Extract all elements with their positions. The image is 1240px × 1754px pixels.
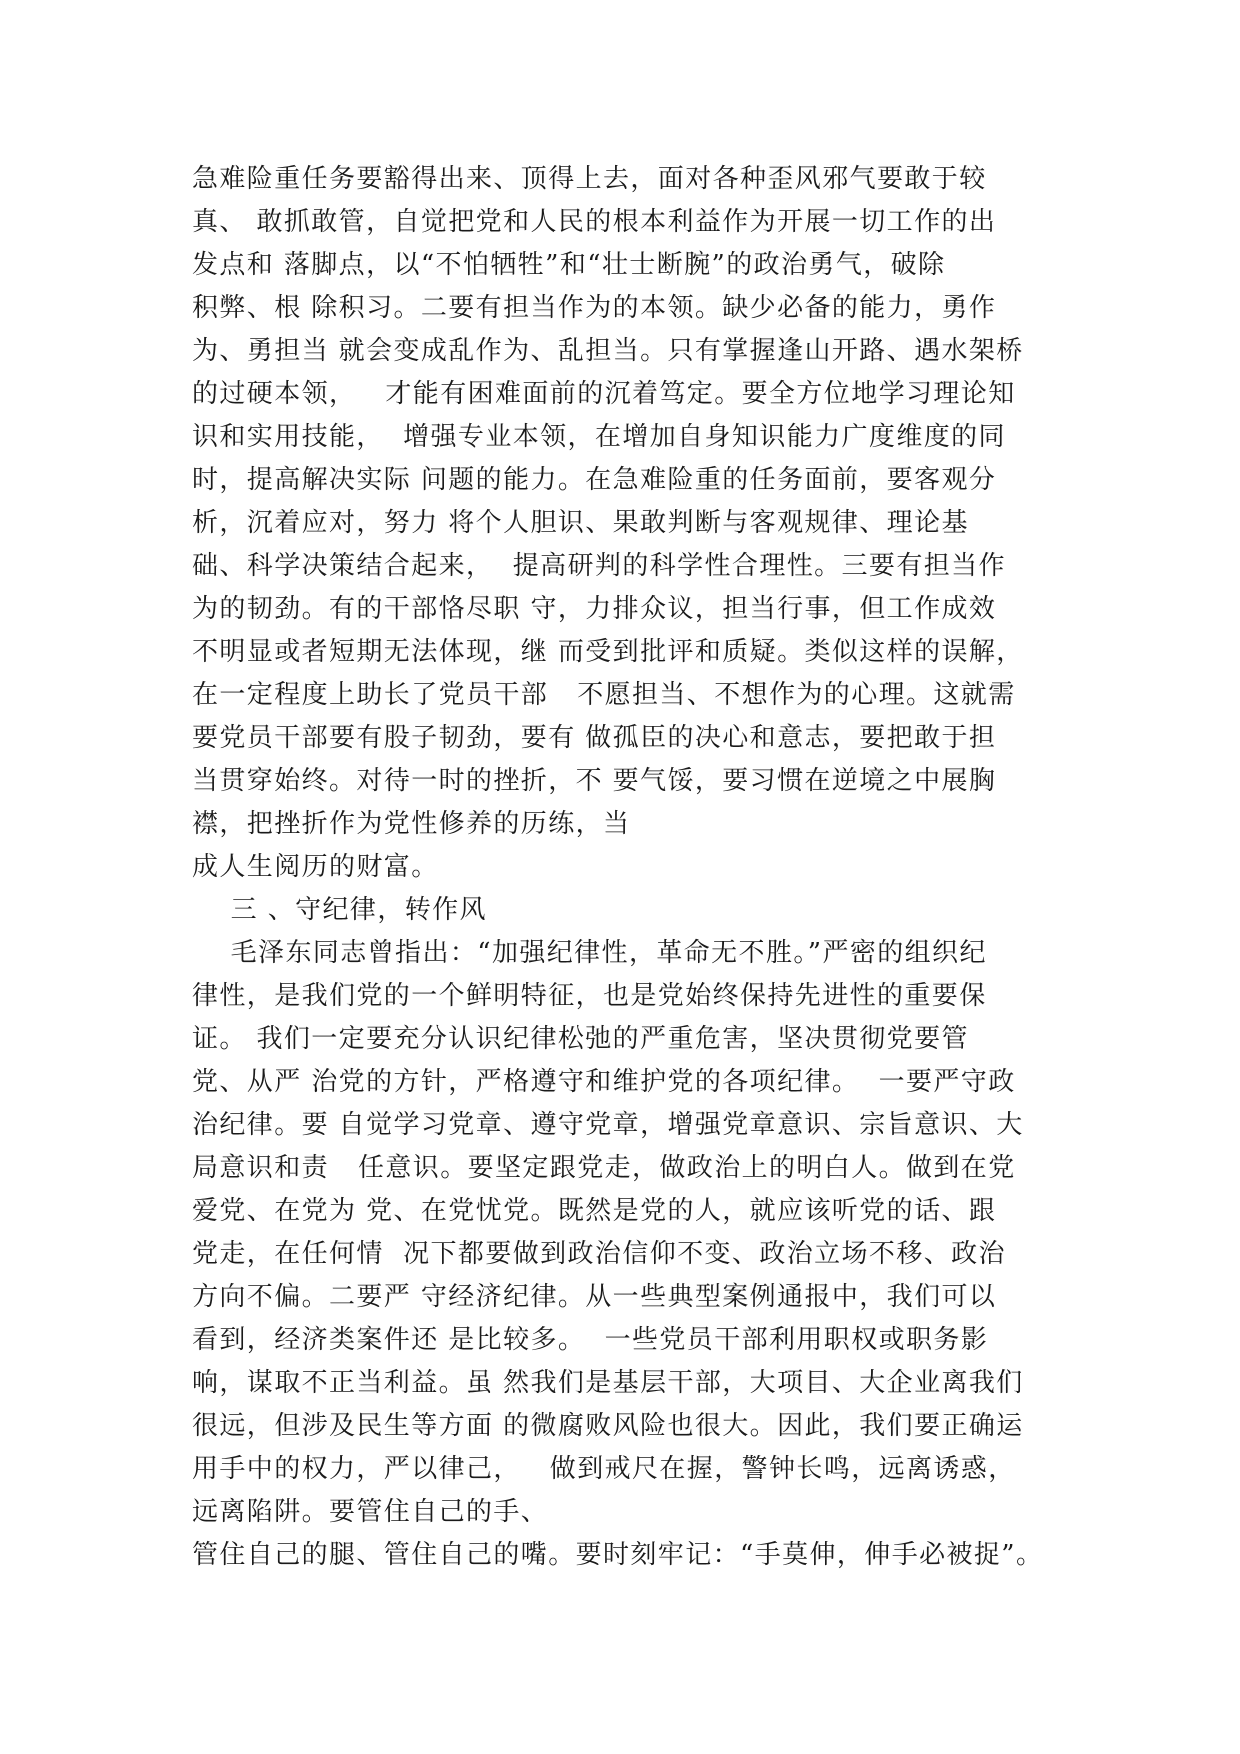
text-line: 急难险重任务要豁得出来、顶得上去，面对各种歪风邪气要敢于较	[192, 164, 987, 194]
text-line: 础、科学决策结合起来， 提高研判的科学性合理性。三要有担当作	[192, 551, 1006, 581]
text-line: 当贯穿始终。对待一时的挫折，不 要气馁，要习惯在逆境之中展胸	[192, 766, 997, 796]
text-line: 方向不偏。二要严 守经济纪律。从一些典型案例通报中，我们可以	[192, 1282, 997, 1312]
text-line: 党走，在任何情 况下都要做到政治信仰不变、政治立场不移、政治	[192, 1239, 1006, 1269]
text-line: 律性，是我们党的一个鲜明特征，也是党始终保持先进性的重要保	[192, 981, 987, 1011]
text-line: 爱党、在党为 党、在党忧党。既然是党的人，就应该听党的话、跟	[192, 1196, 997, 1226]
text-line: 成人生阅历的财富。	[192, 852, 439, 882]
text-line: 局意识和责 任意识。要坚定跟党走，做政治上的明白人。做到在党	[192, 1153, 1016, 1183]
text-line: 毛泽东同志曾指出：“加强纪律性，革命无不胜。”严密的组织纪	[192, 938, 987, 968]
document-body	[192, 158, 1072, 1577]
section-heading: 三 、守纪律，转作风	[192, 895, 487, 925]
text-line: 积弊、根 除积习。二要有担当作为的本领。缺少必备的能力，勇作	[192, 293, 997, 323]
text-line: 为、勇担当 就会变成乱作为、乱担当。只有掌握逢山开路、遇水架桥	[192, 336, 1024, 366]
text-line: 治纪律。要 自觉学习党章、遵守党章，增强党章意识、宗旨意识、大	[192, 1110, 1024, 1140]
text-line: 很远，但涉及民生等方面 的微腐败风险也很大。因此，我们要正确运	[192, 1411, 1024, 1441]
text-line: 看到，经济类案件还 是比较多。 一些党员干部利用职权或职务影	[192, 1325, 989, 1355]
text-line: 襟，把挫折作为党性修养的历练，当	[192, 809, 631, 839]
text-line: 远离陷阱。要管住自己的手、	[192, 1497, 549, 1527]
text-line: 为的韧劲。有的干部恪尽职 守，力排众议，担当行事，但工作成效	[192, 594, 997, 624]
text-line: 在一定程度上助长了党员干部 不愿担当、不想作为的心理。这就需	[192, 680, 1016, 710]
text-line: 用手中的权力，严以律己， 做到戒尺在握，警钟长鸣，远离诱惑，	[192, 1454, 1016, 1484]
text-line: 真、 敢抓敢管，自觉把党和人民的根本利益作为开展一切工作的出	[192, 207, 997, 237]
text-line: 响，谋取不正当利益。虽 然我们是基层干部，大项目、大企业离我们	[192, 1368, 1024, 1398]
text-line: 要党员干部要有股子韧劲，要有 做孤臣的决心和意志，要把敢于担	[192, 723, 997, 753]
text-line: 不明显或者短期无法体现，继 而受到批评和质疑。类似这样的误解，	[192, 637, 1024, 667]
text-line: 识和实用技能， 增强专业本领，在增加自身知识能力广度维度的同	[192, 422, 1006, 452]
text-line: 的过硬本领， 才能有困难面前的沉着笃定。要全方位地学习理论知	[192, 379, 1016, 409]
text-line: 证。 我们一定要充分认识纪律松弛的严重危害，坚决贯彻党要管	[192, 1024, 969, 1054]
text-line: 发点和 落脚点，以“不怕牺牲”和“壮士断腕”的政治勇气，破除	[192, 250, 946, 280]
text-line: 时，提高解决实际 问题的能力。在急难险重的任务面前，要客观分	[192, 465, 997, 495]
text-line: 党、从严 治党的方针，严格遵守和维护党的各项纪律。 一要严守政	[192, 1067, 1016, 1097]
text-line: 析，沉着应对，努力 将个人胆识、果敢判断与客观规律、理论基	[192, 508, 969, 538]
text-line: 管住自己的腿、管住自己的嘴。要时刻牢记：“手莫伸，伸手必被捉”。	[192, 1540, 1044, 1570]
